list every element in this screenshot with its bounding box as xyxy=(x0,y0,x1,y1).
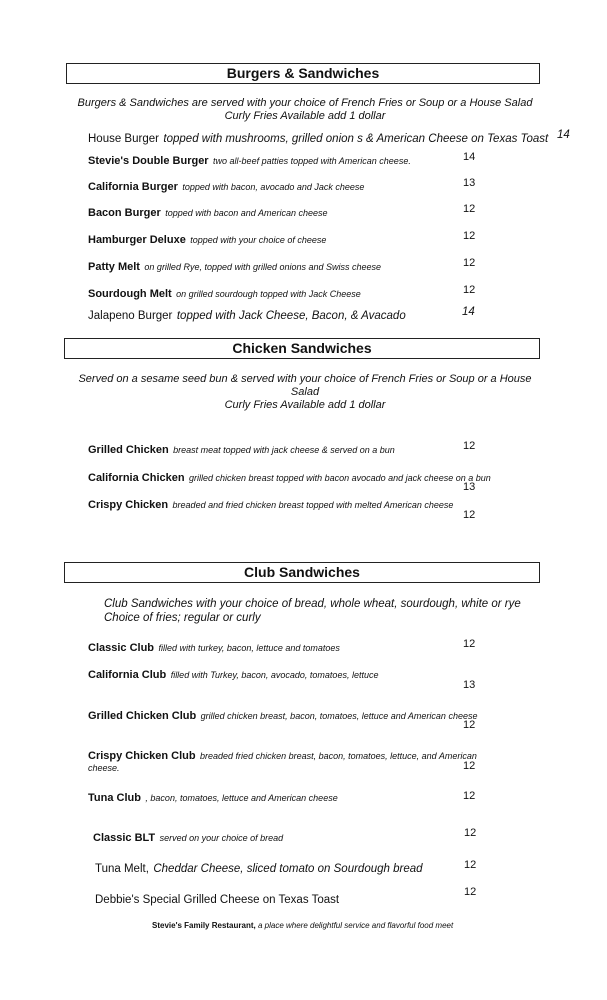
item-price: 12 xyxy=(464,827,477,839)
item-price: 12 xyxy=(463,790,476,802)
item-price: 12 xyxy=(463,719,476,731)
footer-tagline xyxy=(152,921,453,930)
footer-slogan: a place where delightful service and flavorful food meet xyxy=(257,921,454,930)
item-price: 12 xyxy=(464,886,477,898)
club-section-title: Club Sandwiches xyxy=(244,564,360,580)
menu-item-patty-melt: Patty Melt on grilled Rye, topped with grilled onions and Swiss cheese xyxy=(88,261,382,273)
menu-item-tuna-melt: Tuna Melt, Cheddar Cheese, sliced tomato on Sourdough bread xyxy=(95,863,423,875)
item-price: 12 xyxy=(463,509,476,521)
item-price: 13 xyxy=(463,679,476,691)
item-price: 12 xyxy=(463,203,476,215)
footer-restaurant-name: Stevie's Family Restaurant, xyxy=(152,921,256,930)
item-price: 12 xyxy=(463,760,476,772)
item-price: 14 xyxy=(463,151,476,163)
menu-item-hamburger-deluxe: Hamburger Deluxe topped with your choice of cheese xyxy=(88,234,327,246)
menu-item-classic-club: Classic Club filled with turkey, bacon, lettuce and tomatoes xyxy=(88,642,340,654)
club-intro: Club Sandwiches with your choice of bread, whole wheat, sourdough, white or rye Choice of fries; regular or curly xyxy=(104,598,521,624)
item-price: 12 xyxy=(463,284,476,296)
menu-item-double-burger: Stevie's Double Burger two all-beef patties topped with American cheese. xyxy=(88,155,411,167)
menu-item-california-chicken: California Chicken grilled chicken breast topped with bacon avocado and jack cheese on a bun xyxy=(88,472,491,484)
chicken-section-header xyxy=(64,338,540,359)
menu-item-tuna-club: Tuna Club , bacon, tomatoes, lettuce and American cheese xyxy=(88,792,338,804)
item-price: 12 xyxy=(463,257,476,269)
item-price: 12 xyxy=(463,440,476,452)
menu-item-debbies-grilled-cheese: Debbie's Special Grilled Cheese on Texas Toast xyxy=(95,894,340,906)
club-section-header xyxy=(64,562,540,583)
item-price: 14 xyxy=(557,129,570,141)
menu-item-grilled-chicken: Grilled Chicken breast meat topped with jack cheese & served on a bun xyxy=(88,444,395,456)
item-price: 13 xyxy=(463,481,476,493)
item-price: 14 xyxy=(462,306,475,318)
burgers-section-header xyxy=(66,63,540,84)
chicken-intro: Served on a sesame seed bun & served with your choice of French Fries or Soup or a House Salad Curly Fries Available add 1 dollar xyxy=(78,373,532,411)
chicken-section-title: Chicken Sandwiches xyxy=(232,340,372,356)
menu-item-bacon-burger: Bacon Burger topped with bacon and American cheese xyxy=(88,207,328,219)
menu-item-desc-continued: cheese. xyxy=(88,763,120,773)
item-price: 12 xyxy=(464,859,477,871)
burgers-intro: Burgers & Sandwiches are served with your choice of French Fries or Soup or a House Salad Curly Fries Available add 1 dollar xyxy=(77,97,533,122)
menu-item-grilled-chicken-club: Grilled Chicken Club grilled chicken breast, bacon, tomatoes, lettuce and American cheese xyxy=(88,710,478,722)
item-price: 13 xyxy=(463,177,476,189)
burgers-section-title: Burgers & Sandwiches xyxy=(226,65,380,81)
menu-item-california-club: California Club filled with Turkey, bacon, avocado, tomatoes, lettuce xyxy=(88,669,379,681)
menu-item-sourdough-melt: Sourdough Melt on grilled sourdough topped with Jack Cheese xyxy=(88,288,361,300)
item-price: 12 xyxy=(463,230,476,242)
menu-item-house-burger: House Burger topped with mushrooms, grilled onion s & American Cheese on Texas Toast xyxy=(88,133,549,145)
menu-item-crispy-chicken-club: Crispy Chicken Club breaded fried chicken breast, bacon, tomatoes, lettuce, and American xyxy=(88,750,477,762)
menu-item-jalapeno-burger: Jalapeno Burger topped with Jack Cheese, Bacon, & Avacado xyxy=(88,310,406,322)
menu-item-classic-blt: Classic BLT served on your choice of bread xyxy=(93,832,284,844)
menu-item-california-burger: California Burger topped with bacon, avocado and Jack cheese xyxy=(88,181,365,193)
menu-item-crispy-chicken: Crispy Chicken breaded and fried chicken breast topped with melted American cheese xyxy=(88,499,454,511)
item-price: 12 xyxy=(463,638,476,650)
